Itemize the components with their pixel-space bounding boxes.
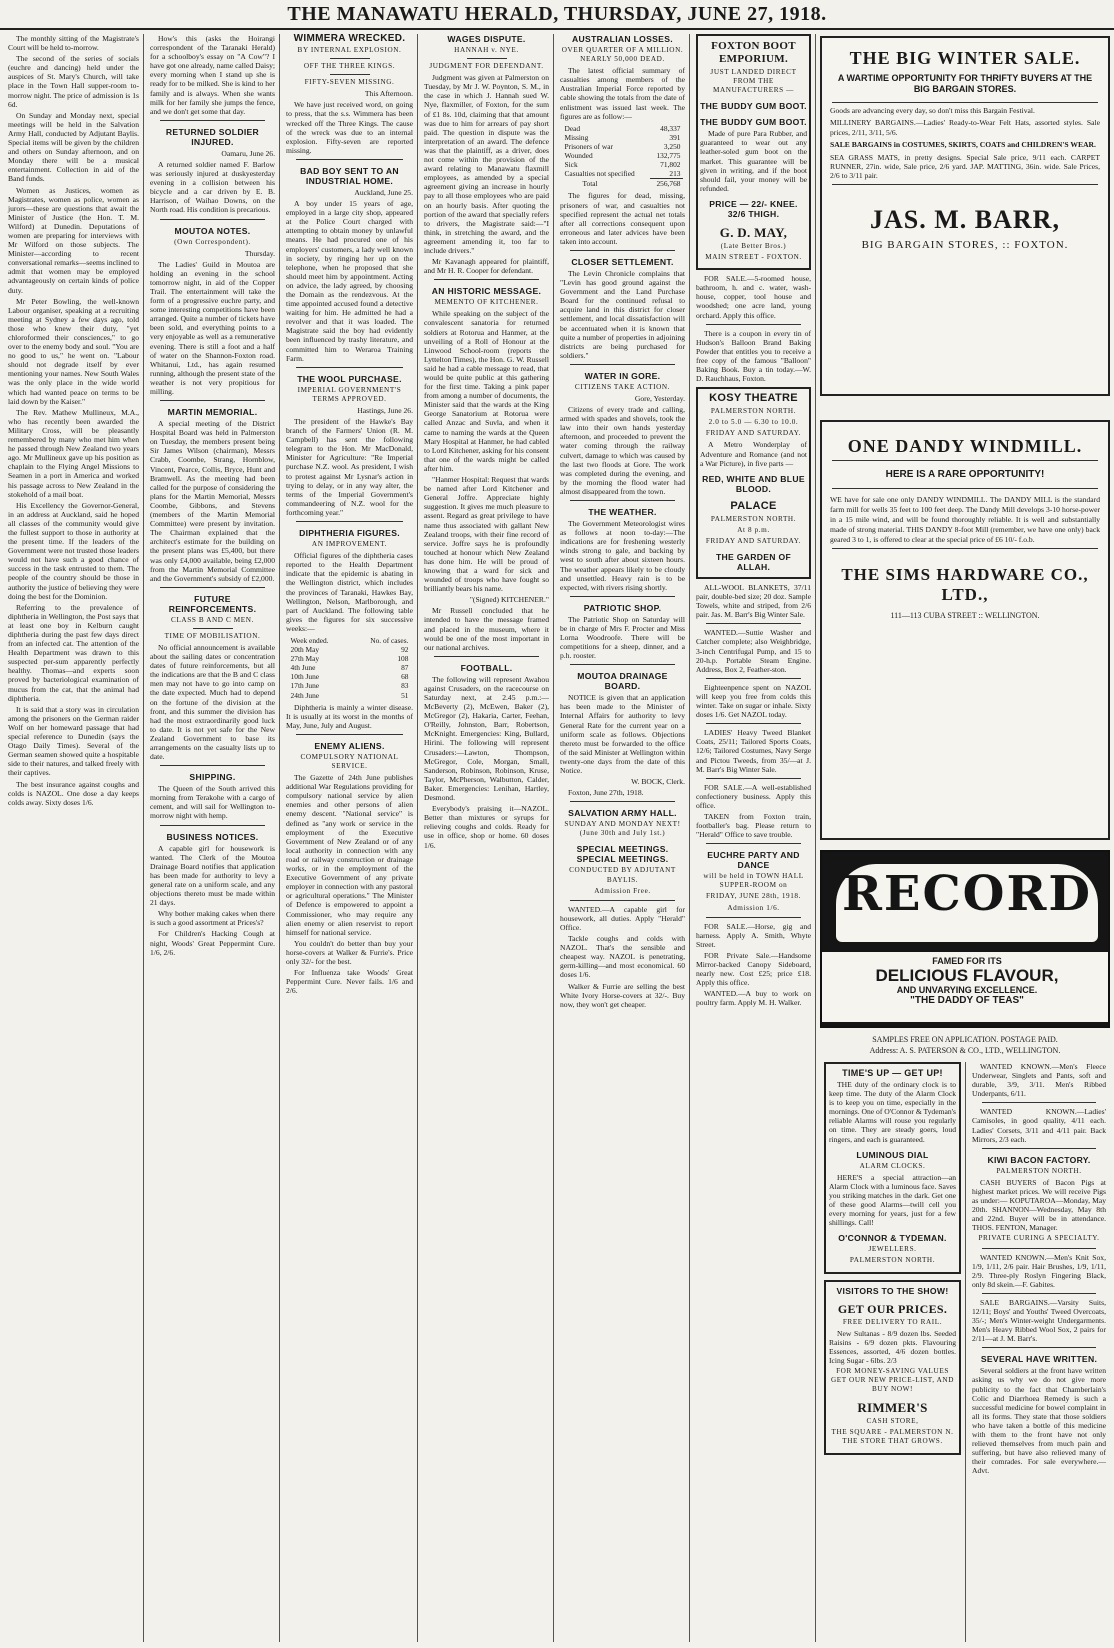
column-5 bbox=[556, 34, 690, 1642]
casualty-table bbox=[563, 124, 683, 189]
ad-text: New Sultanas - 8/9 dozen lbs. Seeded Raisins - 6/9 dozen pkts. Flavouring Essences, assorted, 4/6 dozen bottles. Icing Sugar - 6lbs. 2/3 bbox=[829, 1328, 956, 1365]
table-row bbox=[563, 151, 683, 160]
dateline: Thursday. bbox=[244, 248, 275, 258]
table-row bbox=[563, 169, 683, 179]
table-cell: 108 bbox=[397, 654, 409, 664]
divider bbox=[832, 102, 1098, 103]
divider bbox=[832, 460, 1098, 461]
ad-text: MILLINERY BARGAINS.—Ladies' Ready-to-Wear Felt Hats, assorted styles. Sale prices, 2/11, 3/11, 5/6. bbox=[830, 118, 1100, 137]
divider bbox=[706, 843, 801, 844]
ad-text: A Metro Wonderplay of Adventure and Romance (and not a War Picture), in five parts — bbox=[700, 440, 807, 468]
dateline: Auckland, June 25. bbox=[354, 187, 413, 197]
paragraph: Referring to the prevalence of diphtheria in Wellington, the Post says that at least one boy in Kelburn caught diphtheria during the past few days direct from an infected cat. The attention of the Health Department was drawn to this suspected per-sum apparently perfectly healthy. Thomas—and experts soon proved by bacteriological examination of mucus from the cat, that the animal had diphtheria. bbox=[8, 602, 139, 703]
paragraph: For Children's Hacking Cough at night, Woods' Great Peppermint Cure. 1/6, 2/6. bbox=[150, 929, 275, 957]
headline: AN HISTORIC MESSAGE. bbox=[431, 286, 542, 297]
paragraph: The Ladies' Guild in Moutoa are holding an evening in the school tomorrow night, in aid of the Copper Trail. The entertainment will take the form of a progressive euchre party, and some interesting competitions have been arranged. Quite a number of tickets have been sold, and everything points to a very enjoyable as well as a remunerative evening. There is still a foot and a half of water on the Shannon-Foxton road. Whitanui, Ltd., has again resumed running, although the present state of the weather is not very propitious for milling. bbox=[150, 259, 275, 396]
ad-title: THE BIG WINTER SALE. bbox=[849, 48, 1081, 68]
table-cell: 20th May bbox=[290, 645, 320, 655]
subheadline: CITIZENS TAKE ACTION. bbox=[574, 382, 671, 391]
divider bbox=[706, 723, 801, 724]
divider bbox=[706, 623, 801, 624]
table-row bbox=[289, 672, 411, 681]
subheadline: BY INTERNAL EXPLOSION. bbox=[297, 46, 402, 54]
tea-word: TEA bbox=[935, 922, 999, 946]
paragraph: Why bother making cakes when there is such a good assortment at Prices's? bbox=[150, 909, 275, 928]
subheadline: SUNDAY AND MONDAY NEXT! (June 30th and July 1st.) bbox=[564, 820, 681, 838]
paragraph: The Patriotic Shop on Saturday will be in charge of Mrs F. Procter and Miss Lorna Woodroofe. There will be competitions for a sheep, dinner, and a p.h. rooster. bbox=[560, 614, 685, 661]
headline: THE WEATHER. bbox=[588, 507, 657, 518]
column-3 bbox=[282, 34, 418, 1642]
ad-line: FRIDAY, JUNE 28th, 1918. bbox=[705, 892, 802, 901]
ad-text: SALE BARGAINS in COSTUMES, SKIRTS, COATS and CHILDREN'S WEAR. bbox=[830, 140, 1096, 150]
dateline: Hastings, June 26. bbox=[357, 405, 413, 415]
ad-address: THE SQUARE - PALMERSTON N. THE STORE THAT GROWS. bbox=[831, 1428, 954, 1446]
divider bbox=[296, 159, 403, 160]
ad-merchant: THE SIMS HARDWARE CO., LTD., bbox=[841, 565, 1089, 604]
divider bbox=[160, 219, 265, 220]
classified-ad: FOR SALE.—Horse, gig and harness. Apply A. Smith, Whyte Street. bbox=[696, 921, 811, 949]
table-cell: Missing bbox=[564, 132, 589, 142]
paragraph: You couldn't do better than buy your horse-covers at Walker & Furrie's. Price only 32/- for the best. bbox=[286, 938, 413, 966]
subheadline: COMPULSORY NATIONAL SERVICE. bbox=[300, 752, 399, 770]
paragraph: The figures for dead, missing, prisoners of war, and casualties not specified represent the actual net totals after all corrections consequent upon erroneous and later advices have been taken into account. bbox=[560, 191, 685, 246]
table-row bbox=[289, 654, 411, 663]
divider bbox=[160, 400, 265, 401]
divider bbox=[570, 900, 675, 901]
ad-line: SAMPLES FREE ON APPLICATION. POSTAGE PAID. bbox=[872, 1035, 1058, 1044]
divider bbox=[570, 801, 675, 802]
classified-ad: Walker & Furrie are selling the best White Ivory Horse-covers at 32/-. Buy now, they won't get cheaper. bbox=[560, 981, 685, 1009]
divider bbox=[467, 58, 507, 59]
divider bbox=[832, 184, 1098, 185]
paragraph: "Hanmer Hospital: Request that wards be named after Lord Kitchener and General Joffre. Appreciate highly suggestion. It gives me much pleasure to assent. Regard as great privilege to have name thus associated with gallant New Zealand troops, with their fine record of service. Joffre says he is profoundly touched at honour which New Zealand has done him. He will be proud of knowing that a ward for sick and wounded of troops who have fought so brilliantly bears his name. bbox=[424, 475, 549, 594]
table-cell: 10th June bbox=[290, 672, 320, 682]
ad-line: Address: A. S. PATERSON & CO., LTD., WELLINGTON. bbox=[869, 1046, 1061, 1055]
subheadline: JUDGMENT FOR DEFENDANT. bbox=[429, 62, 544, 71]
table-cell: 71,802 bbox=[660, 160, 681, 170]
subheadline: MEMENTO OF KITCHENER. bbox=[434, 298, 539, 307]
column-2 bbox=[146, 34, 280, 1642]
paragraph: Mr Peter Bowling, the well-known Labour organiser, speaking at a recruiting meeting at Sydney a few days ago, told those who knew their duty, "yet chloroformed their consciences," to go over to the enemy body and soul. "You are no good to us," he went on. "Labour should not degrade itself by ever mentioning your names. New South Wales was the only place in the wide world which had wanted peace on terms to be laid down by the Kaiser." bbox=[8, 296, 139, 406]
ad-line: JUST LANDED DIRECT FROM THE MANUFACTURERS — bbox=[710, 68, 797, 95]
paragraph: Mr Kavanagh appeared for plaintiff, and Mr H. R. Cooper for defendant. bbox=[424, 257, 549, 276]
paragraph: Judgment was given at Palmerston on Tuesday, by Mr J. W. Poynton, S. M., in the case in which J. Hannah sued W. Nye, flaxmiller, of Foxton, for the sum of £1 8s. 10d, claiming that that amount was due to him for arrears of pay short paid. The question in dispute was the interpretation of an award. The defence was that the plaintiff, as a driver, does not come within the provision of the award relating to Manawatu flaxmill employees, as amended by a special agreement giving an increase in hourly pay to all those employees who are paid on an hourly basis. After quoting the portion of the award that specially refers to drivers, the Magistrate said:—"I think, in stretching the award, and the agreement amending it, too far to include drivers." bbox=[424, 73, 549, 255]
headline: BAD BOY SENT TO AN INDUSTRIAL HOME. bbox=[300, 165, 399, 186]
table-cell: 213 bbox=[669, 169, 681, 179]
table-cell: 83 bbox=[401, 681, 409, 691]
paragraph: His Excellency the Governor-General, in an address at Auckland, said he hoped all classes of the community would give the fullest support to those in authority at the present time. If the leaders of the Government were not trusted those leaders would not have such a good chance of success in the task entrusted to them. The people of the country should be those in authority the justice of believing they were doing the best for the Dominion. bbox=[8, 500, 139, 601]
diphtheria-table bbox=[289, 636, 411, 700]
record-tea-ad bbox=[820, 850, 1110, 1028]
headline: FOOTBALL. bbox=[460, 662, 513, 673]
classified-ad: Tackle coughs and colds with NAZOL. That's the sensible and cheapest way. NAZOL is penetrating, germ-killing—and most economical. 60 doses 1/6. bbox=[560, 934, 685, 980]
subheadline: IMPERIAL GOVERNMENT'S TERMS APPROVED. bbox=[297, 385, 402, 403]
headline: PATRIOTIC SHOP. bbox=[583, 602, 662, 613]
ad-line: At 8 p.m. bbox=[737, 525, 770, 534]
paragraph: Diphtheria is mainly a winter disease. It is usually at its worst in the months of May, June, July and August. bbox=[286, 702, 413, 730]
headline: WATER IN GORE. bbox=[584, 370, 661, 381]
classified-ad: WANTED KNOWN.—Ladies' Camisoles, in good quality, 4/11 each. Ladies' Corsets, 3/11 and 4/11 pair. Back Mirrors, 2/3 each. bbox=[972, 1107, 1106, 1144]
ad-line: FRIDAY AND SATURDAY. bbox=[705, 536, 802, 545]
paragraph: A returned soldier named F. Barlow was seriously injured at duskyesterday evening in a collision between his bicycle and a car driven by E. B. Harrison, of Waihao Downs, on the North road. His condition is precarious. bbox=[150, 159, 275, 215]
table-row bbox=[289, 645, 411, 654]
classified-ad: WANTED KNOWN.—Men's Fleece Underwear, Singlets and Pants, soft and durable, 3/9, 3/11. Men's Ribbed Underpants, 6/11. bbox=[972, 1062, 1106, 1099]
classified-ad: WANTED KNOWN.—Men's Knit Sox, 1/9, 1/11, 2/6 pair. Hair Brushes, 1/9, 1/11, 2/9. Three-ply Roslyn Fingering Black, only 8d skein.—F. Gabites. bbox=[972, 1252, 1106, 1289]
ad-line: FOR MONEY-SAVING VALUES GET OUR NEW PRICE-LIST, AND BUY NOW! bbox=[830, 1366, 954, 1394]
table-cell: 256,768 bbox=[650, 179, 683, 189]
paragraph: Official figures of the diphtheria cases reported to the Health Department indicate that the epidemic is abating in the Wellington district, which includes the provinces of Taranaki, Hawkes Bay, Wellington, Nelson, Marlborough, and part of Auckland. The following table gives the figures for six successive weeks:— bbox=[286, 551, 413, 633]
signature: "(Signed) KITCHENER." bbox=[469, 595, 549, 605]
classified-ad: Eighteenpence spent on NAZOL will keep you free from colds this winter. Take on sugar or inhale. Sixty doses 1/6. Get NAZOL today. bbox=[696, 682, 811, 720]
ad-title: TIME'S UP — GET UP! bbox=[842, 1068, 943, 1078]
tea-samples bbox=[820, 1034, 1110, 1056]
ad-line: ALARM CLOCKS. bbox=[859, 1161, 926, 1170]
ad-line: PALMERSTON NORTH. bbox=[710, 514, 797, 523]
ad-line: JEWELLERS. bbox=[868, 1245, 917, 1254]
subheadline: OVER QUARTER OF A MILLION. NEARLY 50,000 DEAD. bbox=[561, 46, 684, 64]
windmill-ad bbox=[820, 420, 1110, 840]
headline: BUSINESS NOTICES. bbox=[166, 831, 259, 842]
dateline: Oamaru, June 26. bbox=[221, 148, 275, 158]
tea-slogan-band bbox=[822, 952, 1110, 1022]
divider bbox=[434, 279, 539, 280]
paragraph: A special meeting of the District Hospital Board was held in Palmerston on Tuesday, the members present being Sir James Wilson (chairman), Messrs Crabb, Coombe, Strang, Hornblow, Vincent, Pearce, Collis, Bryce, Hunt and Bramwell. As the meeting had been called for the purpose of considering the plans for the Martin Memorial, Messrs Coombe, Gibbons, and Stevens (members of the Martin Memorial Committee) were present by invitation. The Chairman explained that the architect's estimate for the building on the present plans was £5,400, but there was only £4,000 available, being £2,000 from the Martin Memorial Committee and the Government's subsidy of £2,000. bbox=[150, 419, 275, 583]
divider bbox=[193, 628, 233, 629]
headline: MARTIN MEMORIAL. bbox=[167, 407, 258, 418]
table-row bbox=[289, 681, 411, 690]
divider bbox=[982, 1293, 1096, 1294]
table-cell: 92 bbox=[401, 645, 409, 655]
table-cell: 48,337 bbox=[660, 123, 681, 133]
divider bbox=[706, 678, 801, 679]
dateline: Foxton, June 27th, 1918. bbox=[568, 788, 644, 798]
classified-ad: There is a coupon in every tin of Hudson's Balloon Brand Baking Powder that entitles you to receive a free copy of the famous "Balloon" Baking Book. Buy a tin today.—W. D. Rauchhaus, Foxton. bbox=[696, 328, 811, 384]
ad-line: FREE DELIVERY TO RAIL. bbox=[842, 1317, 943, 1326]
table-cell: 24th June bbox=[290, 690, 320, 700]
ad-text: Made of pure Para Rubber, and guaranteed to wear out any leather-soled gum boot on the market. This guarantee will be given in writing, and if the boot should fail, your money will be refunded. bbox=[700, 129, 807, 193]
divider bbox=[982, 1347, 1096, 1348]
paragraph: Citizens of every trade and calling, armed with spades and shovels, took the law into their own hands yesterday afternoon, and proceeded to prevent the water coming through the railway culvert, damage to which was caused by the last two floods at Gore. The work was completed during the evening, and by the morning the flood water had almost disappeared from the town. bbox=[560, 405, 685, 496]
ad-merchant: G. D. MAY, bbox=[719, 224, 788, 240]
ad-line: PALMERSTON NORTH. bbox=[710, 407, 797, 416]
ad-line: Admission 1/6. bbox=[727, 903, 780, 912]
ad-text: CASH BUYERS of Bacon Pigs at highest market prices. We will receive Pigs as under:— KOPUTAROA—Monday, May 20th. SHANNON—Wednesday, May 8th and 22nd. Buyer will be in attendance. THOS. FENTON, Manager. bbox=[972, 1177, 1106, 1233]
paragraph: Mr Russell concluded that he intended to have the message framed and placed in the museum, where it would be one of the most important in our national archives. bbox=[424, 606, 549, 652]
ad-title: LUMINOUS DIAL bbox=[856, 1149, 929, 1160]
divider bbox=[706, 324, 801, 325]
ad-title: FOXTON BOOT EMPORIUM. bbox=[711, 40, 796, 65]
paragraph: On Sunday and Monday next, special meetings will be held in the Salvation Army Hall, conducted by Adjutant Baylis. Special items will be given by the children and others on Sunday afternoon, and on Monday there will be a musical entertainment. Collection in aid of the Band funds. bbox=[8, 110, 139, 184]
theatre-ad bbox=[696, 387, 811, 579]
alarm-clock-ad bbox=[824, 1062, 961, 1274]
divider bbox=[296, 734, 403, 735]
paragraph: The Gazette of 24th June publishes additional War Regulations providing for compulsory national service by alien enemies and other persons of alien enemy descent. "National service" is defined as "any work or service in the employment of the Executive Government of New Zealand or of any local authority in connection with any road or railway construction or drainage works, or in the employment of the Executive Government of any private employer in connection with any pastoral or agricultural operations." The Minister of Defence is empowered to appoint a Commissioner, who may require any alien enemy or alien reservist to report himself for national service. bbox=[286, 773, 413, 937]
divider bbox=[832, 548, 1098, 549]
ad-merchant: JAS. M. BARR, bbox=[870, 204, 1060, 234]
subheadline: (Own Correspondent). bbox=[174, 237, 251, 246]
dateline: Gore, Yesterday. bbox=[634, 394, 685, 403]
ad-title: GET OUR PRICES. bbox=[837, 1301, 948, 1316]
foxton-boot-ad bbox=[696, 34, 811, 270]
table-row bbox=[563, 142, 683, 151]
divider bbox=[160, 765, 265, 766]
column-4 bbox=[420, 34, 554, 1642]
ad-feature: RED, WHITE AND BLUE BLOOD. bbox=[702, 473, 805, 494]
paragraph: NOTICE is given that an application has been made to the Minister of Internal Affairs for authority to levy General Rate for the current year on a uniform scale as follows. Objections thereto must be forwarded to the office of the said Minister at Wellington within twenty-one days from the date of this Notice. bbox=[560, 693, 685, 775]
ad-line: 2.0 to 5.0 — 6.30 to 10.0. bbox=[708, 418, 799, 427]
paragraph: The second of the series of socials (euchre and dancing) held under the auspices of St. Mary's Church, will take place in the Town Hall supper-room to-morrow night. The price of admission is 1s 6d. bbox=[8, 54, 139, 109]
table-cell: Wounded bbox=[564, 151, 593, 161]
classified-ad: FOR SALE.—A well-established confectionery business. Apply this office. bbox=[696, 782, 811, 810]
paragraph: The monthly sitting of the Magistrate's Court will be held to-morrow. bbox=[8, 34, 139, 53]
dateline: This Afternoon. bbox=[364, 89, 413, 99]
ad-address: MAIN STREET - FOXTON. bbox=[705, 253, 802, 262]
headline: SPECIAL MEETINGS. SPECIAL MEETINGS. bbox=[576, 844, 669, 865]
table-cell: 4th June bbox=[290, 663, 316, 673]
ad-address: 111—113 CUBA STREET :: WELLINGTON. bbox=[890, 611, 1040, 620]
subheadline: OFF THE THREE KINGS. bbox=[303, 62, 396, 71]
headline: THE WOOL PURCHASE. bbox=[297, 373, 402, 384]
subheadline: CONDUCTED BY ADJUTANT BAYLIS. bbox=[569, 866, 676, 884]
headline: SALVATION ARMY HALL. bbox=[568, 808, 677, 819]
paragraph: A boy under 15 years of age, employed in a large city shop, appeared at the Police Court charged with attempting to obtain money by unlawful means. He had procured one of his employers' customers, a lady well known in society, by ringing her up on the telephone, when he proposed that she should meet him by appointment. Acting on advice, the lady agreed, by choosing the Domain as the rendezvous. At the time appointed accused found a detective waiting for him. He admitted he had a revolver and that it was loaded. The Magistrate said the boy had evidently been influenced by trashy literature, and committed him to Weraroa Training Farm. bbox=[286, 199, 413, 363]
ad-title: KOSY THEATRE bbox=[709, 392, 798, 405]
ad-merchant: RIMMER'S bbox=[857, 1400, 928, 1416]
paragraph: The Rev. Mathew Mullineux, M.A., who has recently been awarded the Military Cross, will be pleasantly remembered by many who met him when he passed through New Zealand two years ago. Mr Mullineux gave up his position as chaplain to the Flying Angel Missions to Seamen in a port in America and worked his passage across to New Zealand in the stokehold of a mail boat. bbox=[8, 407, 139, 499]
classified-ad: SALE BARGAINS.—Varsity Suits, 12/11; Boys' and Youths' Tweed Overcoats, 35/-; Men's Winter-weight Undergarments. Men's Heavy Ribbed Wool Sox, 2 pairs for 2/11—at J. M. Barr's. bbox=[972, 1297, 1106, 1344]
headline: WAGES DISPUTE. bbox=[447, 34, 526, 44]
tea-slogan: DELICIOUS FLAVOUR, bbox=[875, 966, 1059, 985]
paragraph: For Influenza take Woods' Great Peppermint Cure. Never fails. 1/6 and 2/6. bbox=[286, 968, 413, 996]
table-cell: 87 bbox=[401, 663, 409, 673]
table-cell: 132,775 bbox=[656, 151, 681, 161]
divider bbox=[982, 1248, 1096, 1249]
winter-sale-ad bbox=[820, 36, 1110, 396]
table-row bbox=[563, 124, 683, 133]
subheadline: FIFTY-SEVEN MISSING. bbox=[304, 78, 395, 87]
headline: KIWI BACON FACTORY. bbox=[987, 1154, 1091, 1165]
tea-slogan: "THE DADDY OF TEAS" bbox=[910, 995, 1024, 1006]
classified-ad: WANTED.—A capable girl for housework, all duties. Apply "Herald" Office. bbox=[560, 904, 685, 932]
divider bbox=[570, 500, 675, 501]
ad-title: ONE DANDY WINDMILL. bbox=[847, 436, 1083, 456]
headline: SHIPPING. bbox=[189, 772, 236, 783]
paragraph: The Levin Chronicle complains that "Levin has good ground against the Government and the Land Purchase Board for the continued refusal to acquire land in this district for closer settlement, and local dissatisfaction will be accentuated when it is known that quite a number of properties in adjoining districts are being purchased for soldiers." bbox=[560, 268, 685, 360]
headline: ENEMY ALIENS. bbox=[314, 740, 385, 751]
table-cell: 391 bbox=[669, 132, 681, 142]
ad-line: (Late Better Bros.) bbox=[720, 241, 787, 250]
rimmers-ad bbox=[824, 1280, 961, 1455]
divider bbox=[160, 825, 265, 826]
ad-text: Goods are advancing every day, so don't miss this Bargain Festival. bbox=[830, 106, 1035, 115]
paragraph: Several soldiers at the front have written asking us why we do not give more publicity to the fact that Chamberlain's Colic and Diarrhoea Remedy is such a successful medicine for bowel complaint in all its forms. They state that those soldiers who have taken a bottle of this medicine with them to the front have not only relieved themselves from much pain and suffering, but have also relieved many of their comrades. For sale everywhere.—Advt. bbox=[972, 1366, 1106, 1476]
ad-price: PRICE — 22/- KNEE. 32/6 THIGH. bbox=[709, 198, 798, 219]
table-cell: Prisoners of war bbox=[564, 141, 613, 151]
tea-slogan: FAMED FOR ITS bbox=[932, 956, 1002, 966]
paragraph: The Government Meteorologist wires as follows at noon to-day:—The indications are for freshening westerly winds strong to gale, and backing by west to south after about sixteen hours. The weather appears likely to be cloudy and unsettled. Heavy rain is to be expected, with rivers rising shortly. bbox=[560, 519, 685, 592]
ad-text: HERE'S a special attraction—an Alarm Clock with a luminous face. Saves you striking matches in the dark. Get one of these good Alarms—twill cell you every morning for years, just for a few shillings. Call! bbox=[829, 1172, 956, 1228]
ad-line: CASH STORE, bbox=[866, 1417, 919, 1426]
paragraph: A capable girl for housework is wanted. The Clerk of the Moutoa Drainage Board notifies that application has been made for authority to levy a general rate on a uniform scale, and any objections thereto must be made within 21 days. bbox=[150, 843, 275, 908]
table-cell: 68 bbox=[401, 672, 409, 682]
subheadline: Admission Free. bbox=[594, 886, 651, 895]
headline: SEVERAL HAVE WRITTEN. bbox=[980, 1354, 1098, 1365]
paragraph: Everybody's praising it—NAZOL. Better than mixtures or syrups for relieving coughs and colds. Ready for use in office, shop or home. 60 doses 1/6. bbox=[424, 804, 549, 850]
ad-merchant: O'CONNOR & TYDEMAN. bbox=[838, 1233, 947, 1244]
table-row bbox=[563, 133, 683, 142]
classified-ad: ALL-WOOL BLANKETS, 37/11 pair, double-bed size; 20 doz. Sample Towels, white and striped, from 2/6 pair. Jas. M. Barr's Big Winter Sale. bbox=[696, 583, 811, 620]
divider bbox=[330, 74, 370, 75]
divider bbox=[160, 120, 265, 121]
ad-feature: THE GARDEN OF ALLAH. bbox=[715, 552, 792, 572]
ad-line: PRIVATE CURING A SPECIALTY. bbox=[978, 1234, 1100, 1243]
table-total-row bbox=[563, 179, 683, 189]
divider bbox=[570, 364, 675, 365]
classified-ad: LADIES' Heavy Tweed Blanket Coats, 25/11; Tailored Sports Coats, 12/6; Tailored Costumes, Navy Serge and Pictou Tweeds, from 35/—at J. M. Barr's Big Winter Sale. bbox=[696, 728, 811, 774]
classified-ad: FOR SALE.—5-roomed house, bathroom, h. and c. water, wash-house, copper, tool house and woodshed; one acre land, young orchard. Apply this office. bbox=[696, 274, 811, 320]
table-cell: Casualties not specified bbox=[564, 169, 635, 179]
headline: MOUTOA NOTES. bbox=[174, 225, 251, 236]
table-cell: 17th June bbox=[290, 681, 320, 691]
ad-subtitle: A WARTIME OPPORTUNITY FOR THRIFTY BUYERS AT THE BIG BARGAIN STORES. bbox=[837, 73, 1093, 94]
ad-subtitle: HERE IS A RARE OPPORTUNITY! bbox=[885, 469, 1045, 480]
headline: FUTURE REINFORCEMENTS. bbox=[168, 593, 257, 614]
paragraph: No official announcement is available about the sailing dates or concentration dates of future reinforcements, but all the indications are that the B and C class men may not have to go into camp on the date expected. Much had to depend on the fortune of the division at the front, and this summer the division has had the most extraordinarily good luck to date. It is not yet safe for the New Zealand Government to base its arrangements on the casualty lists up to date. bbox=[150, 642, 275, 762]
table-header-row bbox=[289, 636, 411, 645]
ad-title: PALACE bbox=[730, 499, 777, 512]
paragraph: We have just received word, on going to press, that the s.s. Wimmera has been wrecked off the Three Kings. The cause of the wreck was due to an internal explosion. Fifty-seven are reported missing. bbox=[286, 100, 413, 155]
table-header-cell: Week ended. bbox=[290, 635, 329, 645]
table-row bbox=[289, 663, 411, 672]
divider bbox=[296, 521, 403, 522]
ad-text: SEA GRASS MATS, in pretty designs. Special Sale price, 9/11 each. CARPET RUNNER, 27in. wide, Sale price, 2/6 yard. JAP. MATTING, 36in. wide. Sale Prices, 2/6 to 3/11 pair. bbox=[830, 152, 1100, 181]
headline: RETURNED SOLDIER INJURED. bbox=[165, 126, 260, 147]
ad-line: will be held in TOWN HALL SUPPER-ROOM on bbox=[703, 872, 804, 890]
divider bbox=[570, 664, 675, 665]
divider bbox=[570, 596, 675, 597]
divider bbox=[330, 58, 370, 59]
divider bbox=[706, 917, 801, 918]
subheadline: HANNAH v. NYE. bbox=[454, 46, 519, 54]
divider bbox=[160, 587, 265, 588]
ad-text: THE duty of the ordinary clock is to keep time. The duty of the Alarm Clock is to keep you on time, especially in the mornings. One of O'Connor & Tydeman's reliable Alarms will rouse you regularly on time. They are steady goers, loud ringers, and each is guaranteed. bbox=[829, 1080, 956, 1144]
classified-ad: TAKEN from Foxton train, footballer's bag. Please return to "Herald" Office to save trouble. bbox=[696, 811, 811, 840]
divider bbox=[570, 250, 675, 251]
headline: MOUTOA DRAINAGE BOARD. bbox=[577, 671, 668, 692]
ad-line: FRIDAY AND SATURDAY. bbox=[705, 429, 802, 438]
divider bbox=[982, 1148, 1096, 1149]
column-6 bbox=[692, 34, 816, 1642]
divider bbox=[832, 488, 1098, 489]
newspaper-title: THE MANAWATU HERALD, THURSDAY, JUNE 27, 1918. bbox=[287, 2, 827, 25]
ad-line: PALMERSTON NORTH. bbox=[996, 1166, 1082, 1175]
divider bbox=[296, 367, 403, 368]
ad-address: BIG BARGAIN STORES, :: FOXTON. bbox=[861, 238, 1069, 251]
divider bbox=[434, 656, 539, 657]
table-row bbox=[289, 691, 411, 700]
paragraph: How's this (asks the Hoirangi correspondent of the Taranaki Herald) for a schoolboy's essay on "A Cow"? I have got one already, name called Daisy; every morning when I stand up she is ready for to be milked. She is kind to her family and is always. When she wants milk for her family she jumps the fence, and we don't get some that day. bbox=[150, 34, 275, 116]
classified-ad: WANTED.—Suttie Washer and Catcher complete; also Weighbridge, 3-inch Centrifugal Pump, and 15 to 20-h.p. Portable Steam Engine. Address, Box 2, Feather-ston. bbox=[696, 628, 811, 674]
headline: DIPHTHERIA FIGURES. bbox=[299, 528, 400, 539]
paragraph: The best insurance against coughs and colds is NAZOL. One dose a day keeps colds away. Sixty doses 1/6. bbox=[8, 779, 139, 807]
signature: W. BOCK, Clerk. bbox=[631, 777, 685, 787]
table-cell: 51 bbox=[401, 690, 409, 700]
column-7a bbox=[820, 1062, 966, 1642]
headline: WIMMERA WRECKED. bbox=[293, 34, 406, 44]
tea-slogan: AND UNVARYING EXCELLENCE. bbox=[896, 985, 1038, 995]
ad-line: PALMERSTON NORTH. bbox=[849, 1256, 936, 1265]
table-cell: Dead bbox=[564, 123, 581, 133]
paragraph: It is said that a story was in circulation among the prisoners on the German raider Wolf on her homeward passage that had special reference to Dunedin (says the Otago Daily Times). Several of the German seamen showed quite a hospitable side to their natures, and talked freely with their captives. bbox=[8, 704, 139, 778]
table-row bbox=[563, 160, 683, 169]
ad-line: THE BUDDY GUM BOOT. bbox=[700, 101, 807, 112]
subheadline: CLASS B AND C MEN. bbox=[171, 615, 254, 624]
paragraph: Women as Justices, women as Magistrates, women as police, women as jurors—these are questions that await the Minister of Justice (the Hon. T. M. Wilford) at Dunedin. Deputations of women are preparing for interviews with Mr Wilford on those subjects. The Minister—according to recent conversational remarks—seems inclined to admit that women may be employed advantageously on certain kinds of police duty. bbox=[8, 185, 139, 295]
headline: AUSTRALIAN LOSSES. bbox=[572, 34, 673, 44]
column-1 bbox=[4, 34, 144, 1642]
ad-line: THE BUDDY GUM BOOT. bbox=[700, 117, 807, 128]
masthead bbox=[0, 0, 1114, 30]
table-cell: Total bbox=[582, 179, 598, 189]
classified-ad: WANTED.—A buy to work on poultry farm. Apply M. H. Walker. bbox=[696, 989, 811, 1008]
column-7b bbox=[968, 1062, 1110, 1642]
divider bbox=[982, 1102, 1096, 1103]
headline: CLOSER SETTLEMENT. bbox=[571, 256, 674, 267]
paragraph: While speaking on the subject of the convalescent sanatoria for returned soldiers at Rotorua and Hanmer, at the unveiling of a Roll of Honour at the Linwood School-room (reports the Lyttelton Times), the Hon. G. W. Russell said he had a cable message to read, that would be quite public at this gathering for the first time. Taking a pink paper from among a number of documents, the Minister said that the wards at the King George Sanatorium at Rotorua were called Anzac and Suvla, and when it came to naming the wards at the Queen Mary Hospital at Hanmer, he had cabled to Lord Kitchener, asking for his consent that one of the wards might be called after him. bbox=[424, 309, 549, 473]
subheadline: AN IMPROVEMENT. bbox=[311, 540, 388, 549]
subheadline: TIME OF MOBILISATION. bbox=[164, 631, 261, 640]
paragraph: The following will represent Awahou against Crusaders, on the racecourse on Saturday next, at 2.45 p.m.:—McBeverty (2), McEwen, Baker (2), McGregor (2), Hakaria, Carter, Feehan, O'Reilly, Johnston, Barr, Robertson, McKnight. Emergencies: King, Bullard, Hirini. The following will represent Crusaders:—Lawton, Thompson, McGregor, Cole, Morgan, Small, Sanderson, Robinson, Robinson, Kruse, Taylor, McPherson, Walbutton, Calder, Baker. Emergencies: Lenihan, Hartley, Desmond. bbox=[424, 674, 549, 803]
table-cell: 27th May bbox=[290, 654, 320, 664]
classified-ad: FOR Private Sale.—Handsome Mirror-backed Canopy Sideboard, nearly new. Cost £25; price £18. Apply this office. bbox=[696, 950, 811, 988]
headline: EUCHRE PARTY AND DANCE bbox=[707, 850, 800, 871]
table-cell: Sick bbox=[564, 160, 578, 170]
ad-title: VISITORS TO THE SHOW! bbox=[836, 1285, 949, 1296]
paragraph: The latest official summary of casualties among members of the Australian Imperial Force reported by cable showing the totals from the date of enlistment was issued last week. The figures are as follow:— bbox=[560, 66, 685, 121]
tea-logo: RECORD bbox=[841, 866, 1092, 922]
divider bbox=[706, 778, 801, 779]
paragraph: The president of the Hawke's Bay branch of the Farmers' Union (R. M. Campbell) has sent the following telegram to the Hon. Mr MacDonald, Minister for Agriculture: "Re Imperial purchase N.Z. wool. As president, I wish to protest against Mr Lysnar's action in trying to delay, or in any way alter, the terms of the Imperial Government's commandeering of N.Z. wool for the forthcoming year." bbox=[286, 417, 413, 517]
table-cell: 3,250 bbox=[663, 141, 681, 151]
ad-text: WE have for sale one only DANDY WINDMILL. The DANDY MILL is the standard farm mill for wells 35 feet to 100 feet deep. The Dandy Mill develops 3-10 horse-power in a 15 mile wind, and will be found thoroughly reliable. It is well and substantially made of strong material. THIS DANDY 8-foot Mill (remember, we have one only) back geared 3 to 1, is offered to clear at the special price of £6 10/- f.o.b. bbox=[830, 495, 1100, 544]
table-header-cell: No. of cases. bbox=[370, 635, 409, 645]
paragraph: The Queen of the South arrived this morning from Terakohe with a cargo of cement, and will sail for Wellington to-morrow night with hemp. bbox=[150, 784, 275, 821]
